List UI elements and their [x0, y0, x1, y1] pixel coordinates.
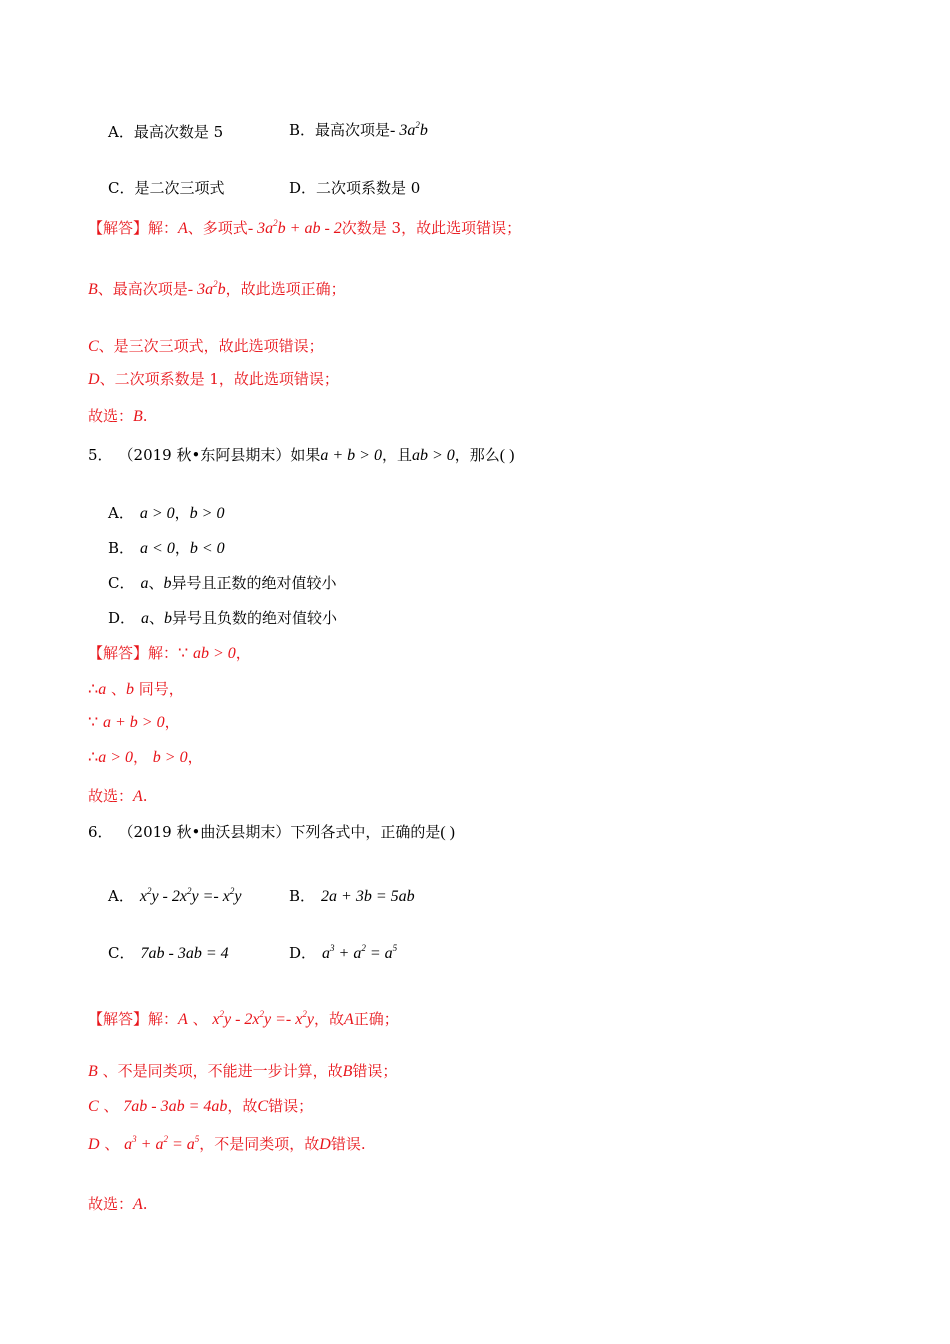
- q5-answer-line-3: [88, 712, 180, 733]
- answer-math: b > 0: [152, 749, 188, 766]
- option-math: - $3a^2b$: [390, 120, 428, 139]
- question-math: ab > 0: [411, 447, 455, 464]
- option-text: 是二次三项式: [134, 179, 225, 197]
- option-text: 异号且正数的绝对值较小: [171, 574, 337, 592]
- option-label: D．: [289, 179, 317, 197]
- option-math: b < 0: [189, 540, 225, 557]
- question-text: ，那么: [454, 446, 500, 464]
- answer-text: 、不是同类项，不能进一步计算，故: [102, 1062, 343, 1080]
- answer-text: 、二次项系数是 1，故此选项错误；: [99, 370, 339, 388]
- option-text: 二次项系数是 0: [316, 179, 421, 197]
- choice-value: A: [133, 788, 143, 805]
- q6-stem: [88, 822, 455, 843]
- q4-option-d: [289, 178, 420, 198]
- question-source: （2019 秋•曲沃县期末）下列各式中，正确的是: [118, 823, 441, 841]
- answer-math: - $3a^2b$: [187, 279, 226, 298]
- q5-answer-line-1: [88, 643, 251, 664]
- answer-text: ，: [132, 748, 148, 766]
- q5-option-b: [108, 538, 225, 559]
- answer-var: D: [319, 1136, 331, 1153]
- answer-text: 错误.: [330, 1135, 366, 1153]
- answer-var: A: [343, 1011, 354, 1028]
- answer-math: $a^3 + a^2 = a^5$: [124, 1134, 200, 1153]
- option-text: 最高次项是: [315, 121, 391, 139]
- q4-answer-line-2: [88, 279, 346, 300]
- choice-label: 故选：: [88, 407, 134, 425]
- answer-var: B: [342, 1063, 353, 1080]
- q5-stem: [88, 445, 514, 466]
- question-number: 6．: [88, 823, 113, 841]
- option-text: 、: [149, 609, 165, 627]
- option-label: C．: [108, 944, 135, 962]
- option-label: B．: [289, 887, 316, 905]
- answer-text: ，: [235, 644, 251, 662]
- q4-option-c: [108, 178, 225, 198]
- answer-math: 7ab - 3ab = 4ab: [123, 1098, 228, 1115]
- q5-option-c: [108, 573, 337, 594]
- question-text: ，且: [381, 446, 412, 464]
- answer-text: 同号，: [138, 680, 184, 698]
- q4-answer-choice: [88, 406, 148, 427]
- choice-label: 故选：: [88, 787, 134, 805]
- answer-var: D: [88, 371, 100, 388]
- answer-text: 次数是 3，故此选项错误；: [341, 219, 522, 237]
- option-text: ，: [174, 504, 190, 522]
- option-math: b: [163, 575, 172, 592]
- q5-answer-line-2: [88, 679, 184, 700]
- option-label: C．: [108, 179, 135, 197]
- question-math: a + b > 0: [320, 447, 382, 464]
- option-label: D．: [289, 944, 317, 962]
- q4-option-a: [108, 122, 223, 142]
- because-symbol: ∵: [178, 645, 189, 662]
- question-source: （2019 秋•东阿县期末）如果: [118, 446, 321, 464]
- option-text: 、: [148, 574, 164, 592]
- answer-math: a: [98, 681, 107, 698]
- answer-var: B: [88, 1063, 98, 1080]
- option-math: a < 0: [140, 540, 175, 557]
- choice-label: 故选：: [88, 1195, 134, 1213]
- q5-answer-line-4: [88, 747, 203, 768]
- answer-text: ，: [164, 713, 180, 731]
- answer-text: 、是三次三项式，故此选项错误；: [98, 337, 324, 355]
- option-math: $x^2y - 2x^2y =- x^2y$: [139, 886, 242, 905]
- answer-var: A: [178, 1011, 188, 1028]
- choice-value: B: [133, 408, 143, 425]
- q6-answer-line-1: [88, 1009, 399, 1030]
- option-label: C．: [108, 574, 135, 592]
- answer-text: 、: [104, 1135, 120, 1153]
- option-math: b > 0: [189, 505, 225, 522]
- option-math: a: [141, 610, 150, 627]
- answer-math: $x^2y - 2x^2y =- x^2y$: [212, 1009, 314, 1028]
- question-number: 5．: [88, 446, 113, 464]
- answer-var: B: [88, 281, 98, 298]
- q4-answer-line-1: [88, 218, 521, 239]
- answer-tag: 【解答】解：: [88, 1010, 179, 1028]
- q6-answer-line-2: [88, 1061, 397, 1082]
- q6-option-b: [289, 886, 415, 907]
- answer-var: C: [88, 1098, 99, 1115]
- option-label: D．: [108, 609, 136, 627]
- choice-period: .: [142, 787, 148, 805]
- therefore-symbol: ∴: [88, 681, 99, 698]
- answer-text: 错误；: [268, 1097, 314, 1115]
- option-label: A．: [108, 123, 134, 141]
- q4-option-b: [289, 120, 428, 141]
- option-text: ，: [174, 539, 190, 557]
- q6-answer-line-4: [88, 1134, 366, 1155]
- answer-var: D: [88, 1136, 100, 1153]
- option-math: $a^3 + a^2 = a^5$: [322, 943, 398, 962]
- answer-math: b: [125, 681, 134, 698]
- q5-option-d: [108, 608, 337, 629]
- answer-tag: 【解答】解：: [88, 219, 179, 237]
- q6-answer-choice: [88, 1194, 148, 1215]
- choice-period: .: [142, 407, 148, 425]
- q5-option-a: [108, 503, 224, 524]
- q6-option-a: [108, 886, 241, 907]
- answer-text: ，故: [227, 1097, 258, 1115]
- answer-text: ，不是同类项，故: [199, 1135, 320, 1153]
- option-math: 2a + 3b = 5ab: [321, 888, 415, 905]
- answer-text: 、: [110, 680, 126, 698]
- choice-value: A: [133, 1196, 143, 1213]
- q5-answer-choice: [88, 786, 148, 807]
- option-label: B．: [108, 539, 135, 557]
- answer-math: a > 0: [98, 749, 133, 766]
- answer-tag: 【解答】解：: [88, 644, 179, 662]
- option-math: 7ab - 3ab = 4: [140, 945, 229, 962]
- answer-var: C: [257, 1098, 269, 1115]
- answer-blank: ( ): [499, 447, 515, 464]
- answer-text: ，故此选项正确；: [225, 280, 346, 298]
- choice-period: .: [142, 1195, 148, 1213]
- answer-text: 、最高次项是: [97, 280, 188, 298]
- answer-text: ，: [187, 748, 203, 766]
- option-label: A．: [108, 504, 134, 522]
- answer-blank: ( ): [440, 824, 455, 841]
- option-label: A．: [108, 887, 134, 905]
- answer-var: A: [178, 220, 188, 237]
- option-text: 异号且负数的绝对值较小: [172, 609, 338, 627]
- q4-answer-line-4: [88, 369, 339, 390]
- answer-math: a + b > 0: [102, 714, 165, 731]
- option-math: b: [164, 610, 173, 627]
- option-math: a > 0: [139, 505, 175, 522]
- answer-math: - $3a^2b$ + ab - 2: [247, 218, 342, 237]
- answer-text: ，故: [313, 1010, 344, 1028]
- option-text: 最高次数是 5: [133, 123, 224, 141]
- answer-text: 、: [192, 1010, 208, 1028]
- answer-text: 、多项式: [187, 219, 248, 237]
- q4-answer-line-3: [88, 336, 324, 357]
- because-symbol: ∵: [88, 714, 99, 731]
- answer-var: C: [88, 338, 99, 355]
- answer-math: ab > 0: [192, 645, 236, 662]
- q6-option-c: [108, 943, 229, 964]
- q6-answer-line-3: [88, 1096, 313, 1117]
- option-label: B．: [289, 121, 316, 139]
- answer-text: 、: [103, 1097, 119, 1115]
- answer-text: 错误；: [352, 1062, 398, 1080]
- q6-option-d: [289, 943, 397, 964]
- therefore-symbol: ∴: [88, 749, 99, 766]
- answer-text: 正确；: [353, 1010, 399, 1028]
- option-math: a: [140, 575, 149, 592]
